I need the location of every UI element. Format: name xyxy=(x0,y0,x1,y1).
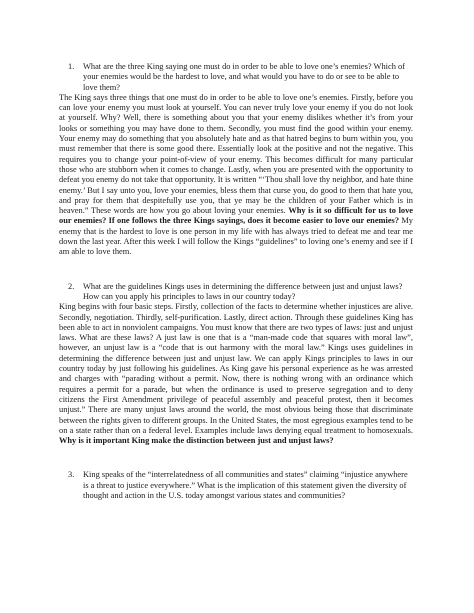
bold-question: Why is it so difficult for us to love our enemies? If one follows the three Kings sayings, does it become easier to love our enemies? xyxy=(59,206,413,226)
bold-question: Why is it important King make the distinction between just and unjust laws? xyxy=(59,436,334,446)
question-text: What are the three King saying one must do in order to be able to love one’s enemies? Which of your enemies would be the hardest to love, and what would you have to do or see to be able to love them? xyxy=(83,62,405,92)
question-text: What are the guidelines Kings uses in determining the difference between just and unjust laws? How can you apply his principles to laws in our country today? xyxy=(83,281,403,301)
answer-1 xyxy=(59,93,413,258)
question-number: 1. xyxy=(68,62,75,71)
question-3 xyxy=(59,470,413,501)
answer-paragraph-cont: My enemy that is the hardest to love is one person in my life with has always tried to defeat me and tear me down the last year. After this week I will follow the Kings “guidelines” to loving one’s enemy and see if I am able to love them. xyxy=(59,216,413,257)
answer-paragraph: King begins with four basic steps. Firstly, collection of the facts to determine whether injustices are alive. Secondly, negotiation. Thirdly, self-purification. Lastly, direct action. Through these guidelines King has been able to act in nonviolent campaigns. You must know that there are two types of laws: just and unjust laws. What are these laws? A just law is one that is a “man-made code that squares with moral law”, however, an unjust law is a “code that is out harmony with the moral law.” Kings uses guidelines in determining the difference between just and unjust law. We can apply Kings principles to laws in our country today by just following his guidelines. As King gave his personal experience as he was arrested and charges with “parading without a permit. Now, there is nothing wrong with an ordinance which requires a permit for a parade, but when the ordinance is used to preserve segregation and to deny citizens the First Amendment privilege of peaceful assembly and peaceful protest, then it becomes unjust.” There are many unjust laws around the world, the most obvious being those that discriminate between the rights given to different groups. In the United States, the most egregious examples tend to be on a state rather than on a federal level. Examples include laws denying equal treatment to homosexuals. xyxy=(59,302,413,435)
question-2 xyxy=(59,282,413,303)
question-number: 2. xyxy=(68,281,75,291)
answer-2 xyxy=(59,302,413,446)
answer-paragraph: The King says three things that one must do in order to be able to love one’s enemies. Firstly, before you can love your enemy you must look at yourself. You can never truly love your enemy if you do not look at yourself. Why? Well, there is something about you that your enemy dislikes whether it’s from your looks or something you may have done to them. Secondly, you must find the good within your enemy. Your enemy may do something that you absolutely hate and as that hatred begins to burn within you, you must remember that there is some good there. Essentially look at the positive and not the negative. This requires you to change your point-of-view of your enemy. This becomes difficult for many particular those who are stubborn when it comes to change. Lastly, when you are presented with the opportunity to defeat you enemy do not take that opportunity. It is written “‘Thou shall love thy neighbor, and hate thine enemy.’ But I say unto you, love your enemies, bless them that curse you, do good to them that hate you, and pray for them that despitefully use you, that ye may be the children of your Father which is in heaven.” These words are how you go about loving your enemies. xyxy=(59,92,413,216)
question-number: 3. xyxy=(68,470,75,480)
question-1 xyxy=(59,62,413,93)
question-text: King speaks of the “interrelatedness of all communities and states” claiming “injustice anywhere is a threat to justice everywhere.” What is the implication of this statement given the diversity of thought and action in the U.S. today amongst various states and communities? xyxy=(83,470,408,500)
